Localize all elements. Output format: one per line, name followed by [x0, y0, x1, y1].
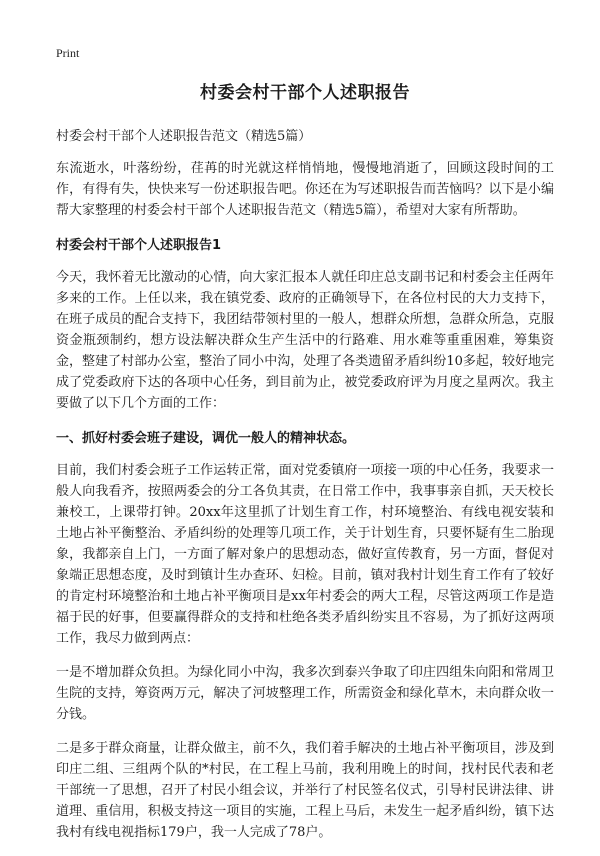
body-paragraph-2: 目前，我们村委会班子工作运转正常，面对党委镇府一项接一项的中心任务，我要求一般人向我看齐，按照两委会的分工各负其责，在日常工作中，我事事亲自抓，天天校长兼校工，上课带打钟。20xx年这里抓了计划生育工作，村环境整治、有线电视安装和土地占补平衡整治、矛盾纠纷的处理等几项工作，关于计划生育，只要怀疑有生二胎现象，我都亲自上门，一方面了解对象户的思想动态，做好宣传教育，另一方面，督促对象端正思想态度，及时到镇计生办查环、妇检。目前，镇对我村计划生育工作有了较好的肯定村环境整治和土地占补平衡项目是xx年村委会的两大工程，尽管这两项工作是造福于民的好事，但要赢得群众的支持和杜绝各类矛盾纠纷实且不容易，为了抓好这两项工作，我尽力做到两点：	[56, 463, 554, 646]
page-title: 村委会村干部个人述职报告	[200, 83, 410, 103]
section-heading-1: 一、抓好村委会班子建设，调优一般人的精神状态。	[56, 431, 356, 446]
print-link[interactable]: Print	[56, 46, 80, 60]
intro-paragraph: 东流逝水，叶落纷纷，荏苒的时光就这样悄悄地，慢慢地消逝了，回顾这段时间的工作，有得有失，快快来写一份述职报告吧。你还在为写述职报告而苦恼吗？以下是小编帮大家整理的村委会村干部个人述职报告范文（精选5篇），希望对大家有所帮助。	[56, 161, 554, 218]
document-subtitle: 村委会村干部个人述职报告范文（精选5篇）	[56, 129, 312, 144]
body-paragraph-3: 一是不增加群众负担。为绿化同小中沟，我多次到泰兴争取了印庄四组朱向阳和常周卫生院的支持，筹资两万元，解决了河坡整理工作，所需资金和绿化草木，未向群众收一分钱。	[56, 665, 554, 722]
body-paragraph-1: 今天，我怀着无比激动的心情，向大家汇报本人就任印庄总支副书记和村委会主任两年多来的工作。上任以来，我在镇党委、政府的正确领导下，在各位村民的大力支持下，在班子成员的配合支持下，我团结带领村里的一般人，想群众所想，急群众所急，克服资金瓶颈制约，想方设法解决群众生产生活中的行路难、用水难等重重困难，筹集资金，整建了村部办公室，整治了同小中沟，处理了各类遗留矛盾纠纷10多起，较好地完成了党委政府下达的各项中心任务，到目前为止，被党委政府评为月度之星两次。我主要做了以下几个方面的工作：	[56, 270, 554, 411]
body-paragraph-4: 二是多于群众商量，让群众做主，前不久，我们着手解决的土地占补平衡项目，涉及到印庄二组、三组两个队的*村民，在工程上马前，我利用晚上的时间，找村民代表和老干部统一了思想，召开了村民小组会议，并举行了村民签名仪式，引导村民讲法律、讲道理、重信用，积极支持这一项目的实施，工程上马后，未发生一起矛盾纠纷，镇下达我村有线电视指标179户，我一人完成了78户。	[56, 741, 554, 840]
section-title: 村委会村干部个人述职报告1	[56, 238, 222, 253]
document-body	[56, 78, 554, 856]
